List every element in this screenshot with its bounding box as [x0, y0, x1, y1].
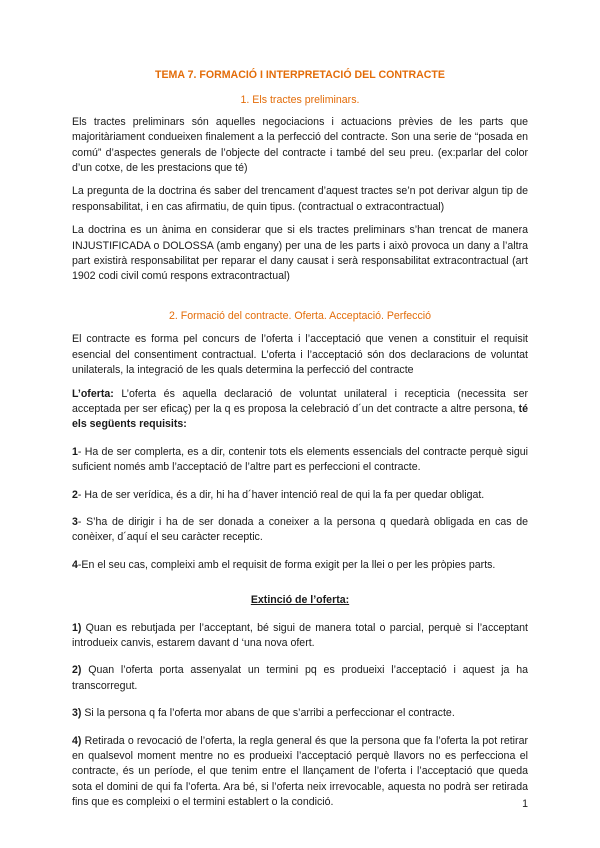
extincio-heading: Extinció de l’oferta: [250, 594, 350, 607]
requirement-item [72, 445, 528, 476]
requirement-text: - S’ha de dirigir i ha de ser donada a coneixer a la persona q quedarà obligada en cas de conèixer, d´aquí el seu caràcter receptic. [72, 515, 528, 544]
requirement-number: 4 [72, 558, 78, 571]
extincio-text: Retirada o revocació de l’oferta, la regla general és que la persona que fa l’oferta la pot retirar en qualsevol moment mentre no es produeixi l’acceptació perquè llavors no es perfecciona el contracte, és un període, el que tenim entre el llançament de l’oferta i l’acceptació que queda sota el domini de qui fa l’oferta. Ara bé, si l’oferta neix irrevocable, aquesta no podrà ser retirada fins que es compleixi o el termini establert o la condició. [72, 734, 528, 809]
requirement-number: 2 [72, 488, 78, 501]
section-2-heading: 2. Formació del contracte. Oferta. Acceptació. Perfecció [168, 309, 432, 322]
oferta-requirements-lead: té els següents requisits: [72, 402, 528, 431]
extincio-number: 1) [72, 621, 82, 634]
requirement-number: 1 [72, 445, 78, 458]
requirement-number: 3 [72, 515, 78, 528]
oferta-label: L’oferta: [72, 387, 114, 400]
extincio-item [72, 621, 528, 652]
extincio-item [72, 734, 528, 811]
extincio-number: 2) [72, 664, 82, 677]
page-number: 1 [522, 798, 528, 810]
requirement-text: - Ha de ser complerta, es a dir, contenir tots els elements essencials del contracte perquè sigui suficient només amb l’acceptació de l’altre part es perfeccioni el contracte. [72, 445, 528, 474]
oferta-definition [72, 387, 528, 433]
requirement-item [72, 488, 528, 503]
extincio-item [72, 706, 528, 721]
extincio-item [72, 663, 528, 694]
section-1-paragraph-2: La pregunta de la doctrina és saber del trencament d’aquest tractes se’n pot derivar algun tip de responsabilitat, i en cas afirmatiu, de quin tipus. (contractual o extracontractual) [72, 185, 528, 213]
section-1-heading: 1. Els tractes preliminars. [240, 94, 360, 107]
extincio-number: 4) [72, 734, 82, 747]
extincio-text: Quan l’oferta porta assenyalat un termini pq es produeixi l’acceptació i aquest ja ha transcorregut. [72, 664, 528, 692]
section-1-paragraph-1: Els tractes preliminars són aquelles negociacions i actuacions prèvies de les parts que majoritàriament condueixen finalement a la perfecció del contracte. Son una serie de “posada en comú” d’aspectes generals de l’objecte del contracte i també del seu preu. (ex:parlar del color d’un cotxe, de les prestacions que té) [72, 115, 528, 175]
extincio-number: 3) [72, 707, 82, 720]
document-title: TEMA 7. FORMACIÓ I INTERPRETACIÓ DEL CONTRACTE [155, 69, 445, 81]
requirement-item [72, 558, 528, 573]
section-2-intro: El contracte es forma pel concurs de l’oferta i l’acceptació que venen a constituir el requisit esencial del consentiment contractual. L’oferta i l’acceptació són dos declaracions de voluntat unilaterals, la integració de les quals determina la perfecció del contracte [72, 333, 528, 377]
oferta-text: L’oferta és aquella declaració de voluntat unilateral i recepticia (necessita ser acceptada per ser eficaç) per la q es proposa la celebració d´un det contracte a altre persona, [72, 387, 528, 415]
requirement-text: -En el seu cas, compleixi amb el requisit de forma exigit per la llei o per les pròpies parts. [77, 558, 496, 571]
requirement-text: - Ha de ser verídica, és a dir, hi ha d´haver intenció real de qui la fa per quedar obligat. [77, 488, 485, 501]
section-1-paragraph-3: La doctrina es un ànima en considerar que si els tractes preliminars s’han trencat de manera INJUSTIFICADA o DOLOSSA (amb engany) per una de les parts i això provoca un dany a l’altra part existirà responsabilitat per reparar el dany causat i serà responsabilitat extracontractual (art 1902 codi civil comú respons extracontractual) [72, 224, 528, 283]
extincio-text: Quan es rebutjada per l’acceptant, bé sigui de manera total o parcial, perquè si l’acceptant introdueix canvis, estarem davant d ‘una nova ofert. [72, 621, 528, 649]
extincio-text: Si la persona q fa l’oferta mor abans de que s’arribi a perfeccionar el contracte. [81, 707, 455, 720]
requirement-item [72, 515, 528, 546]
